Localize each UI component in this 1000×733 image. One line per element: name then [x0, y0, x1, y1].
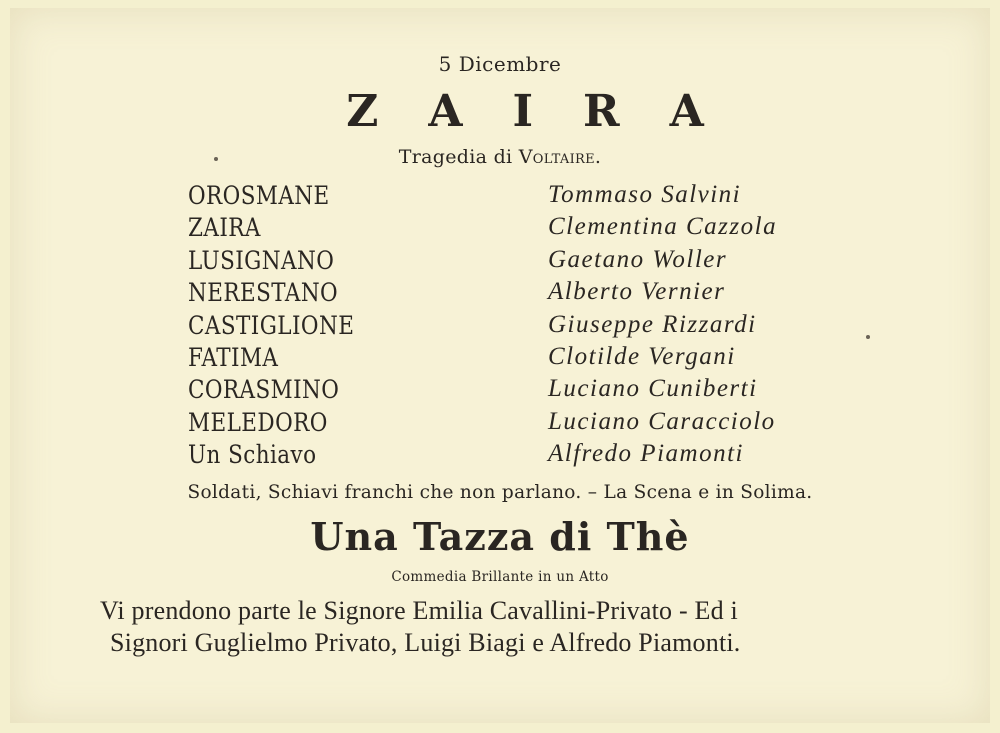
actor-name: Clementina Cazzola	[548, 213, 778, 241]
cast-list	[188, 181, 868, 473]
actor-name: Gaetano Woller	[548, 245, 728, 273]
ink-speck	[866, 335, 870, 339]
role-name: OROSMANE	[188, 181, 330, 210]
cast-row	[188, 181, 868, 213]
actor-name: Giuseppe Rizzardi	[548, 310, 757, 338]
second-play-title: Una Tazza di Thè	[310, 514, 690, 559]
second-play-subtitle: Commedia Brillante in un Atto	[391, 569, 609, 585]
role-name: CORASMINO	[188, 375, 340, 405]
play-subtitle	[0, 146, 1000, 168]
role-name: LUSIGNANO	[188, 245, 335, 275]
actor-name: Alfredo Piamonti	[548, 440, 744, 468]
actor-name: Clotilde Vergani	[548, 342, 736, 370]
role-name: MELEDORO	[188, 407, 328, 437]
performance-date: 5 Dicembre	[438, 52, 562, 76]
play-title: ZAIRA	[346, 86, 754, 137]
ink-speck	[214, 157, 218, 161]
role-name: CASTIGLIONE	[188, 310, 355, 340]
cast-row	[188, 343, 868, 375]
cast-row	[188, 440, 868, 472]
cast-row	[188, 278, 868, 310]
actor-name: Tommaso Salvini	[548, 181, 742, 208]
cast-note: Soldati, Schiavi franchi che non parlano. – La Scena e in Solima.	[187, 482, 813, 503]
role-name: ZAIRA	[188, 213, 261, 243]
performers-line-2: Signori Guglielmo Privato, Luigi Biagi e Alfredo Piamonti.	[110, 628, 741, 657]
cast-row	[188, 375, 868, 407]
cast-row	[188, 311, 868, 343]
actor-name: Alberto Vernier	[548, 278, 726, 306]
actor-name: Luciano Caracciolo	[548, 407, 776, 435]
actor-name: Luciano Cuniberti	[548, 375, 758, 403]
cast-row	[188, 246, 868, 278]
role-name: Un Schiavo	[188, 440, 317, 470]
subtitle-author: Voltaire.	[518, 146, 602, 168]
role-name: NERESTANO	[188, 278, 339, 308]
performers-line-1: Vi prendono parte le Signore Emilia Cavallini-Privato - Ed i	[100, 596, 738, 625]
cast-row	[188, 213, 868, 245]
role-name: FATIMA	[188, 342, 279, 372]
cast-row	[188, 408, 868, 440]
subtitle-prefix: Tragedia di	[398, 146, 513, 168]
